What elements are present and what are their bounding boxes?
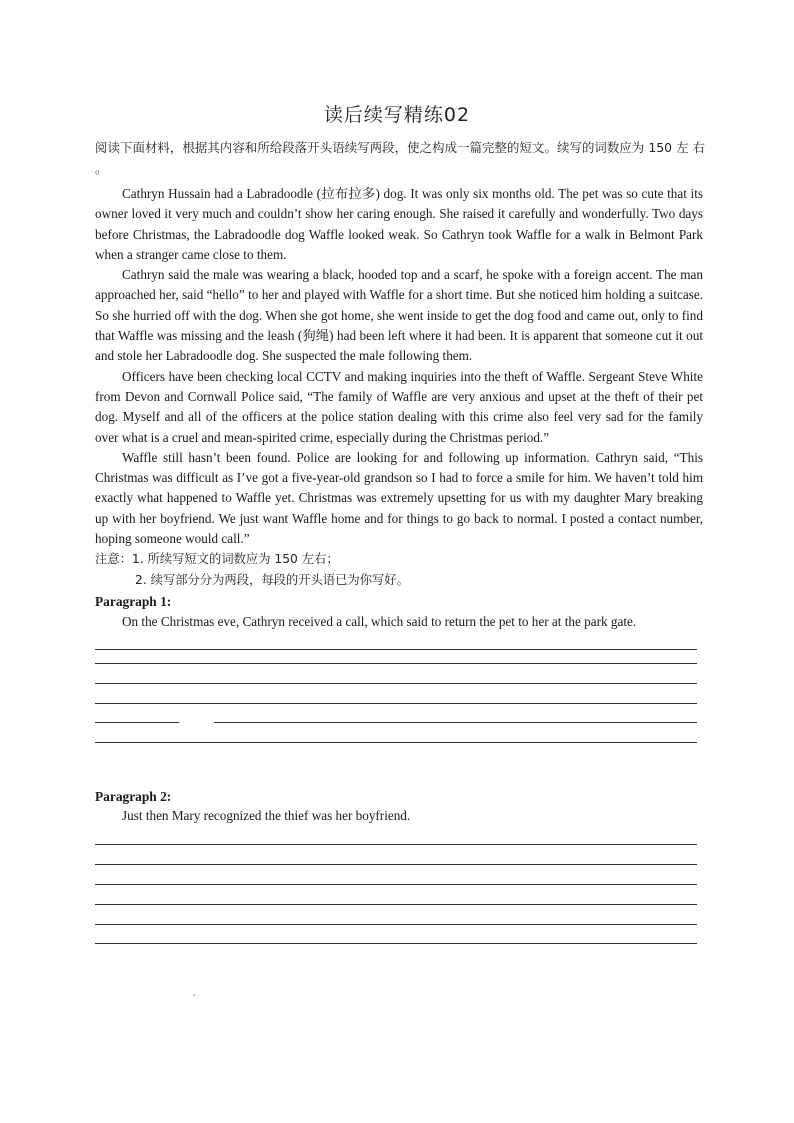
writing-line: [95, 703, 697, 704]
paragraph-2-opening: Just then Mary recognized the thief was her boyfriend.: [122, 808, 411, 823]
stray-mark: [193, 994, 195, 996]
paragraph-1-label: Paragraph 1:: [95, 594, 172, 609]
note-paragraph-split: 2. 续写部分分为两段，每段的开头语已为你写好。: [135, 573, 409, 587]
passage-paragraph: Cathryn Hussain had a Labradoodle (拉布拉多) dog. It was only six months old. The pet was so cute that its owner loved it very much and couldn’t show her caring enough. She raised it carefully and wonderfully. Two days before Christmas, the Labradoodle dog Waffle looked weak. So Cathryn took Waffle for a walk in Belmont Park when a stranger came close to them.: [95, 186, 703, 262]
writing-line: [95, 844, 697, 845]
writing-line: [95, 924, 697, 925]
writing-line: [95, 904, 697, 905]
writing-line: [95, 742, 697, 743]
writing-line: [214, 722, 697, 723]
passage-paragraph: Cathryn said the male was wearing a black, hooded top and a scarf, he spoke with a foreign accent. The man approached her, said “hello” to her and played with Waffle for a short time. But she noticed him holding a suitcase. So she hurried off with the dog. When she got home, she went inside to get the dog food and came out, only to find that Waffle was missing and the leash (狗绳) had been left where it had been. It is apparent that someone cut it out and stole her Labradoodle dog. She suspected the male following them.: [95, 267, 703, 364]
task-instructions: 阅读下面材料，根据其内容和所给段落开头语续写两段，使之构成一篇完整的短文。续写的词数应为 150 左 右 。: [95, 140, 705, 176]
writing-line: [95, 722, 179, 723]
passage-paragraph: Officers have been checking local CCTV and making inquiries into the theft of Waffle. Sergeant Steve White from Devon and Cornwall Police said, “The family of Waffle are very anxious and upset at the theft of their pet dog. Myself and all of the officers at the police station dealing with this crime also feel very sad for the family over what is a cruel and mean-spirited crime, especially during the Christmas period.”: [95, 368, 703, 445]
writing-line: [95, 884, 697, 885]
writing-line: [95, 683, 697, 684]
writing-line: [95, 663, 697, 664]
writing-line: [95, 649, 697, 650]
notes-section: [95, 549, 705, 591]
note-word-count: 注意：1. 所续写短文的词数应为 150 左右；: [95, 552, 339, 566]
writing-line: [95, 943, 697, 944]
page-title: 读后续写精练02: [323, 104, 471, 126]
paragraph-2-label: Paragraph 2:: [95, 789, 172, 804]
passage-paragraph: Waffle still hasn’t been found. Police are looking for and following up information. Cathryn said, “This Christmas was difficult as I’ve got a five-year-old grandson so I had to force a smile for him. We haven’t told him exactly what happened to Waffle yet. Christmas was extremely upsetting for us with my daughter Mary breaking up with her boyfriend. We just want Waffle home and for things to go back to normal. I posted a contact number, hoping someone would call.”: [95, 449, 703, 547]
paragraph-1-opening: On the Christmas eve, Cathryn received a call, which said to return the pet to her at the park gate.: [122, 614, 637, 629]
writing-line: [95, 864, 697, 865]
reading-passage: [95, 184, 703, 549]
